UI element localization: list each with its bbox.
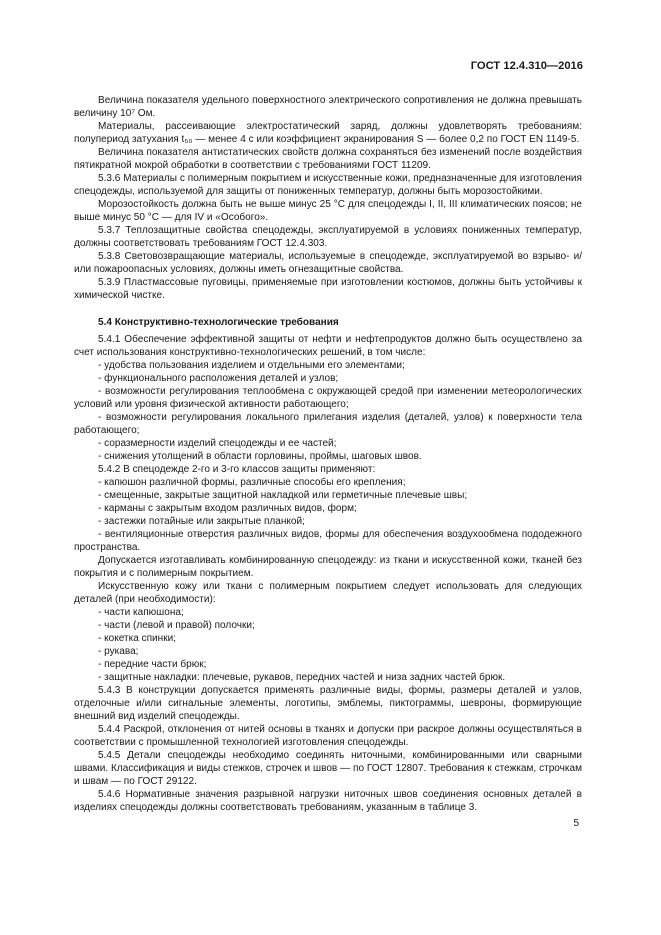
paragraph: Величина показателя антистатических свойств должна сохраняться без изменений после воздействия пятикратной мокрой обработки в соответствии с требованиями ГОСТ 11209. — [74, 147, 582, 171]
list-item: - вентиляционные отверстия различных видов, формы для обеспечения воздухообмена пододежного пространства. — [74, 529, 582, 553]
list-item: - возможности регулирования локального прилегания изделия (деталей, узлов) к поверхности тела работающего; — [74, 412, 582, 436]
list-item: - передние части брюк; — [98, 659, 207, 670]
paragraph: Величина показателя удельного поверхностного электрического сопротивления не должна превышать величину 10⁷ Ом. — [74, 95, 582, 119]
list-item: - удобства пользования изделием и отдельными его элементами; — [98, 360, 405, 371]
section-title: 5.4 Конструктивно-технологические требования — [98, 317, 339, 328]
paragraph: 5.3.6 Материалы с полимерным покрытием и искусственные кожи, предназначенные для изготовления спецодежды, используемой для защиты от пониженных температур, должны быть морозостойкими. — [74, 173, 582, 197]
list-item: - функционального расположения деталей и узлов; — [98, 373, 339, 384]
list-item: - кокетка спинки; — [98, 633, 177, 644]
list-item: - застежки потайные или закрытые планкой; — [98, 516, 305, 527]
list-item: - смещенные, закрытые защитной накладкой или герметичные плечевые швы; — [98, 490, 468, 501]
paragraph: 5.4.3 В конструкции допускается применять различные виды, формы, размеры деталей и узлов, отделочные и/или сигнальные элементы, логотипы, эмблемы, пиктограммы, шевроны, формирующие внешний вид изделий спецодежды. — [74, 685, 582, 722]
list-item: - рукава; — [98, 646, 139, 657]
paragraph: Морозостойкость должна быть не выше минус 25 °С для спецодежды I, II, III климатических поясов; не выше минус 50 °С — для IV и «Особого». — [74, 199, 582, 223]
list-item: - части (левой и правой) полочки; — [98, 620, 255, 631]
paragraph: Искусственную кожу или ткани с полимерным покрытием следует использовать для следующих деталей (при необходимости): — [74, 581, 582, 605]
paragraph: 5.3.9 Пластмассовые пуговицы, применяемые при изготовлении костюмов, должны быть устойчивы к химической чистке. — [74, 277, 582, 301]
paragraph: 5.4.5 Детали спецодежды необходимо соединять ниточными, комбинированными или сварными швами. Классификация и виды стежков, строчек и швов — по ГОСТ 12807. Требования к стежкам, строчкам и швам — по ГОСТ 29122. — [74, 750, 582, 787]
page-number: 5 — [573, 818, 579, 829]
list-item: - возможности регулирования теплообмена с окружающей средой при изменении метеорологических условий или уровня физической активности работающего; — [74, 386, 582, 410]
paragraph: 5.4.6 Нормативные значения разрывной нагрузки ниточных швов соединения основных деталей в изделиях спецодежды должны соответствовать требованиям, указанным в таблице 3. — [74, 789, 582, 813]
list-item: - соразмерности изделий спецодежды и ее частей; — [98, 438, 337, 449]
paragraph: 5.4.2 В спецодежде 2-го и 3-го классов защиты применяют: — [98, 464, 376, 475]
list-item: - части капюшона; — [98, 607, 184, 618]
document-code: ГОСТ 12.4.310—2016 — [470, 60, 583, 72]
list-item: - снижения утолщений в области горловины, проймы, шаговых швов. — [98, 451, 422, 462]
document-body — [74, 94, 582, 814]
paragraph: 5.3.8 Световозвращающие материалы, используемые в спецодежде, эксплуатируемой во взрыво- и/или пожароопасных условиях, должны иметь огнезащитные свойства. — [74, 251, 582, 275]
paragraph: 5.3.7 Теплозащитные свойства спецодежды, эксплуатируемой в условиях пониженных температур, должны соответствовать требованиям ГОСТ 12.4.303. — [74, 225, 582, 249]
paragraph: Допускается изготавливать комбинированную спецодежду: из ткани и искусственной кожи, тканей без покрытия и с полимерным покрытием. — [74, 555, 582, 579]
paragraph: Материалы, рассеивающие электростатический заряд, должны удовлетворять требованиям: полупериод затухания t₅₀ — менее 4 с или коэффициент экранирования S — более 0,2 по ГОСТ EN 1149-5. — [74, 121, 582, 145]
list-item: - карманы с закрытым входом различных видов, форм; — [98, 503, 357, 514]
list-item: - защитные накладки: плечевые, рукавов, передних частей и низа задних частей брюк. — [98, 672, 506, 683]
list-item: - капюшон различной формы, различные способы его крепления; — [98, 477, 406, 488]
paragraph: 5.4.4 Раскрой, отклонения от нитей основы в тканях и допуски при раскрое должны осуществляться в соответствии с промышленной технологией изготовления спецодежды. — [74, 724, 582, 748]
paragraph: 5.4.1 Обеспечение эффективной защиты от нефти и нефтепродуктов должно быть осуществлено за счет использования конструктивно-технологических решений, в том числе: — [74, 334, 582, 358]
